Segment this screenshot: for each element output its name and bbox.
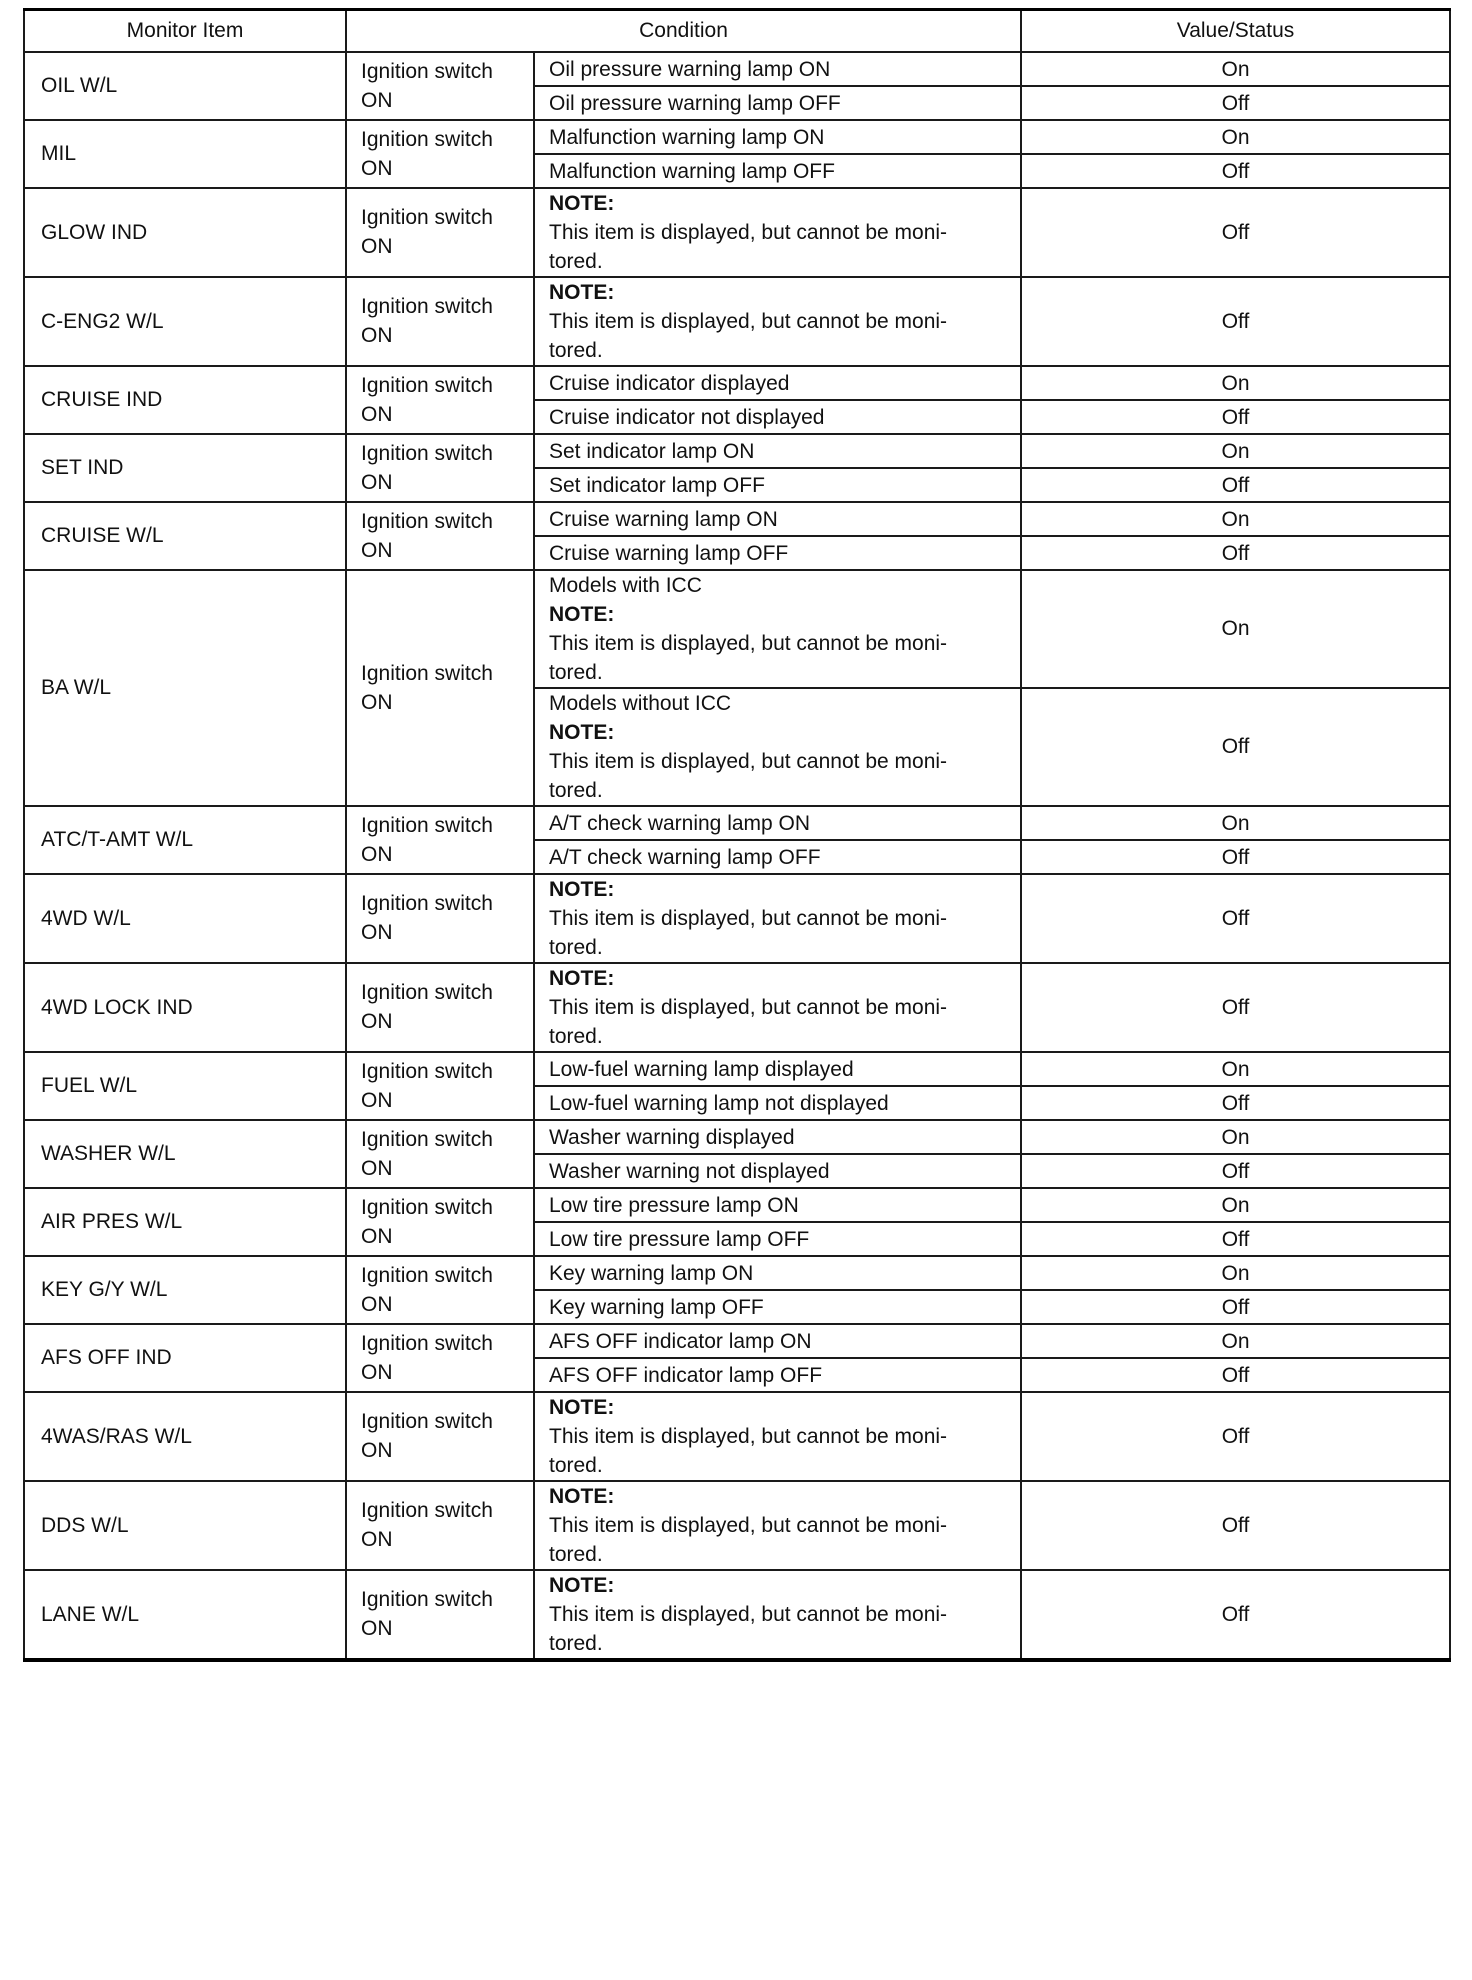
- condition-cell: [534, 570, 1021, 688]
- value-status-cell: Off: [1021, 963, 1450, 1052]
- note-text: tored.: [549, 1453, 603, 1477]
- condition-cell: [534, 434, 1021, 468]
- ignition-line: Ignition switch: [361, 1195, 493, 1219]
- ignition-condition-cell: [346, 1481, 534, 1570]
- monitor-item-cell: DDS W/L: [24, 1481, 346, 1570]
- condition-cell: [534, 188, 1021, 277]
- note-text: This item is displayed, but cannot be moni-: [549, 995, 948, 1019]
- table-row: [24, 120, 1450, 154]
- table-row: [24, 963, 1450, 1052]
- note-text: tored.: [549, 1024, 603, 1048]
- value-status-cell: On: [1021, 1256, 1450, 1290]
- condition-text: Malfunction warning lamp OFF: [549, 159, 835, 183]
- monitor-item-cell: 4WAS/RAS W/L: [24, 1392, 346, 1481]
- condition-text: Low tire pressure lamp ON: [549, 1193, 799, 1217]
- note-label: NOTE:: [549, 280, 615, 304]
- note-text: This item is displayed, but cannot be moni-: [549, 309, 948, 333]
- value-status-cell: On: [1021, 52, 1450, 86]
- monitor-item-cell: WASHER W/L: [24, 1120, 346, 1188]
- monitor-item-cell: ATC/T-AMT W/L: [24, 806, 346, 874]
- value-status-cell: On: [1021, 1188, 1450, 1222]
- monitor-item-cell: C-ENG2 W/L: [24, 277, 346, 366]
- monitor-item-cell: LANE W/L: [24, 1570, 346, 1660]
- note-text: This item is displayed, but cannot be moni-: [549, 220, 948, 244]
- value-status-cell: Off: [1021, 1392, 1450, 1481]
- value-status-cell: Off: [1021, 1290, 1450, 1324]
- note-text: tored.: [549, 338, 603, 362]
- value-status-cell: Off: [1021, 1222, 1450, 1256]
- condition-cell: [534, 1256, 1021, 1290]
- monitor-item-cell: KEY G/Y W/L: [24, 1256, 346, 1324]
- condition-text: Key warning lamp OFF: [549, 1295, 764, 1319]
- ignition-line: Ignition switch: [361, 295, 493, 318]
- condition-cell: [534, 1570, 1021, 1660]
- condition-text: AFS OFF indicator lamp ON: [549, 1329, 812, 1353]
- ignition-line: Ignition switch: [361, 127, 493, 151]
- condition-text: Washer warning not displayed: [549, 1159, 830, 1183]
- ignition-line: ON: [361, 156, 393, 180]
- monitor-item-cell: 4WD W/L: [24, 874, 346, 963]
- ignition-line: ON: [361, 538, 393, 562]
- condition-cell: [534, 468, 1021, 502]
- note-text: This item is displayed, but cannot be moni-: [549, 1424, 948, 1448]
- condition-text: Key warning lamp ON: [549, 1261, 754, 1285]
- condition-text: Low-fuel warning lamp not displayed: [549, 1091, 889, 1115]
- note-text: This item is displayed, but cannot be moni-: [549, 1513, 948, 1537]
- ignition-condition-cell: [346, 1188, 534, 1256]
- note-label: NOTE:: [549, 191, 615, 215]
- ignition-condition-cell: [346, 806, 534, 874]
- table-row: [24, 502, 1450, 536]
- monitor-table: [23, 8, 1451, 1662]
- monitor-item-cell: GLOW IND: [24, 188, 346, 277]
- ignition-condition-cell: [346, 434, 534, 502]
- header-value-status: Value/Status: [1021, 10, 1450, 52]
- ignition-line: Ignition switch: [361, 1059, 493, 1083]
- condition-text: Malfunction warning lamp ON: [549, 125, 825, 149]
- ignition-condition-cell: [346, 874, 534, 963]
- ignition-condition-cell: [346, 1120, 534, 1188]
- header-monitor-item: Monitor Item: [24, 10, 346, 52]
- ignition-condition-cell: [346, 1256, 534, 1324]
- condition-text: Low tire pressure lamp OFF: [549, 1227, 810, 1251]
- ignition-line: Ignition switch: [361, 1588, 493, 1611]
- condition-cell: [534, 806, 1021, 840]
- condition-text: Washer warning displayed: [549, 1125, 795, 1149]
- ignition-line: Ignition switch: [361, 661, 493, 685]
- condition-cell: [534, 1392, 1021, 1481]
- monitor-item-cell: BA W/L: [24, 570, 346, 806]
- note-label: NOTE:: [549, 720, 615, 744]
- note-text: This item is displayed, but cannot be moni-: [549, 749, 948, 773]
- condition-text: A/T check warning lamp OFF: [549, 845, 821, 869]
- ignition-line: ON: [361, 842, 393, 866]
- condition-text: Low-fuel warning lamp displayed: [549, 1057, 854, 1081]
- ignition-condition-cell: [346, 366, 534, 434]
- value-status-cell: Off: [1021, 1086, 1450, 1120]
- note-label: NOTE:: [549, 1484, 615, 1508]
- value-status-cell: On: [1021, 366, 1450, 400]
- ignition-line: Ignition switch: [361, 1499, 493, 1522]
- value-status-cell: On: [1021, 1052, 1450, 1086]
- header-condition: Condition: [346, 10, 1021, 52]
- ignition-line: ON: [361, 1088, 393, 1112]
- monitor-item-cell: AFS OFF IND: [24, 1324, 346, 1392]
- ignition-line: ON: [361, 1010, 393, 1033]
- condition-cell: [534, 1154, 1021, 1188]
- note-text: tored.: [549, 1631, 603, 1655]
- ignition-line: ON: [361, 1617, 393, 1640]
- condition-text: Cruise warning lamp ON: [549, 507, 778, 531]
- ignition-line: Ignition switch: [361, 59, 493, 83]
- note-label: NOTE:: [549, 1395, 615, 1419]
- table-body: [24, 52, 1450, 1660]
- monitor-item-cell: SET IND: [24, 434, 346, 502]
- condition-cell: [534, 1086, 1021, 1120]
- table-row: [24, 434, 1450, 468]
- value-status-cell: Off: [1021, 536, 1450, 570]
- monitor-item-cell: CRUISE IND: [24, 366, 346, 434]
- table-row: [24, 52, 1450, 86]
- condition-cell: [534, 86, 1021, 120]
- condition-text: AFS OFF indicator lamp OFF: [549, 1363, 823, 1387]
- table-row: [24, 188, 1450, 277]
- ignition-line: ON: [361, 402, 393, 426]
- condition-cell: [534, 52, 1021, 86]
- table-header-row: [24, 10, 1450, 52]
- ignition-condition-cell: [346, 1570, 534, 1660]
- ignition-line: ON: [361, 1224, 393, 1248]
- note-text: tored.: [549, 935, 603, 959]
- condition-text: Cruise warning lamp OFF: [549, 541, 789, 565]
- condition-model: Models with ICC: [549, 573, 702, 597]
- monitor-item-cell: MIL: [24, 120, 346, 188]
- ignition-line: ON: [361, 690, 393, 714]
- table-row: [24, 806, 1450, 840]
- ignition-line: Ignition switch: [361, 1410, 493, 1433]
- ignition-condition-cell: [346, 1052, 534, 1120]
- ignition-line: Ignition switch: [361, 1127, 493, 1151]
- ignition-condition-cell: [346, 188, 534, 277]
- condition-text: Oil pressure warning lamp ON: [549, 57, 831, 81]
- table-row: [24, 570, 1450, 688]
- value-status-cell: Off: [1021, 874, 1450, 963]
- table-row: [24, 277, 1450, 366]
- table-row: [24, 1570, 1450, 1660]
- ignition-condition-cell: [346, 570, 534, 806]
- condition-cell: [534, 874, 1021, 963]
- ignition-line: Ignition switch: [361, 206, 493, 229]
- value-status-cell: Off: [1021, 277, 1450, 366]
- table-row: [24, 1052, 1450, 1086]
- note-label: NOTE:: [549, 602, 615, 626]
- condition-cell: [534, 1120, 1021, 1154]
- value-status-cell: Off: [1021, 154, 1450, 188]
- condition-cell: [534, 840, 1021, 874]
- ignition-line: ON: [361, 1360, 393, 1384]
- condition-cell: [534, 1358, 1021, 1392]
- condition-cell: [534, 1481, 1021, 1570]
- condition-cell: [534, 400, 1021, 434]
- table-row: [24, 874, 1450, 963]
- ignition-line: ON: [361, 1292, 393, 1316]
- value-status-cell: Off: [1021, 1358, 1450, 1392]
- monitor-item-cell: AIR PRES W/L: [24, 1188, 346, 1256]
- condition-cell: [534, 1222, 1021, 1256]
- table-row: [24, 1324, 1450, 1358]
- value-status-cell: Off: [1021, 188, 1450, 277]
- condition-cell: [534, 154, 1021, 188]
- note-text: tored.: [549, 249, 603, 273]
- condition-cell: [534, 536, 1021, 570]
- table-row: [24, 1392, 1450, 1481]
- note-text: This item is displayed, but cannot be moni-: [549, 906, 948, 930]
- ignition-line: Ignition switch: [361, 981, 493, 1004]
- note-text: This item is displayed, but cannot be moni-: [549, 631, 948, 655]
- value-status-cell: On: [1021, 570, 1450, 688]
- ignition-line: Ignition switch: [361, 813, 493, 837]
- monitor-item-cell: CRUISE W/L: [24, 502, 346, 570]
- value-status-cell: Off: [1021, 840, 1450, 874]
- note-text: tored.: [549, 1542, 603, 1566]
- table-row: [24, 1481, 1450, 1570]
- value-status-cell: On: [1021, 1120, 1450, 1154]
- condition-cell: [534, 502, 1021, 536]
- note-text: tored.: [549, 660, 603, 684]
- ignition-condition-cell: [346, 277, 534, 366]
- condition-text: A/T check warning lamp ON: [549, 811, 811, 835]
- condition-text: Cruise indicator displayed: [549, 371, 790, 395]
- ignition-condition-cell: [346, 502, 534, 570]
- table-row: [24, 1256, 1450, 1290]
- ignition-line: ON: [361, 235, 393, 258]
- ignition-line: Ignition switch: [361, 892, 493, 915]
- value-status-cell: On: [1021, 120, 1450, 154]
- ignition-condition-cell: [346, 52, 534, 120]
- condition-cell: [534, 366, 1021, 400]
- condition-cell: [534, 277, 1021, 366]
- ignition-line: ON: [361, 470, 393, 494]
- ignition-line: Ignition switch: [361, 509, 493, 533]
- condition-cell: [534, 1052, 1021, 1086]
- note-label: NOTE:: [549, 1573, 615, 1597]
- condition-model: Models without ICC: [549, 691, 732, 715]
- monitor-item-cell: 4WD LOCK IND: [24, 963, 346, 1052]
- condition-cell: [534, 1290, 1021, 1324]
- ignition-line: Ignition switch: [361, 1263, 493, 1287]
- ignition-line: ON: [361, 1439, 393, 1462]
- ignition-line: Ignition switch: [361, 1331, 493, 1355]
- condition-text: Cruise indicator not displayed: [549, 405, 825, 429]
- note-text: tored.: [549, 778, 603, 802]
- condition-cell: [534, 120, 1021, 154]
- condition-cell: [534, 1188, 1021, 1222]
- value-status-cell: On: [1021, 1324, 1450, 1358]
- ignition-line: Ignition switch: [361, 373, 493, 397]
- value-status-cell: Off: [1021, 1570, 1450, 1660]
- value-status-cell: Off: [1021, 1481, 1450, 1570]
- ignition-line: Ignition switch: [361, 441, 493, 465]
- value-status-cell: Off: [1021, 688, 1450, 806]
- value-status-cell: Off: [1021, 86, 1450, 120]
- monitor-item-cell: FUEL W/L: [24, 1052, 346, 1120]
- ignition-line: ON: [361, 1156, 393, 1180]
- ignition-line: ON: [361, 1528, 393, 1551]
- ignition-line: ON: [361, 324, 393, 347]
- condition-text: Oil pressure warning lamp OFF: [549, 91, 841, 115]
- value-status-cell: On: [1021, 502, 1450, 536]
- value-status-cell: On: [1021, 434, 1450, 468]
- condition-text: Set indicator lamp ON: [549, 439, 755, 463]
- ignition-condition-cell: [346, 120, 534, 188]
- value-status-cell: Off: [1021, 468, 1450, 502]
- note-text: This item is displayed, but cannot be moni-: [549, 1602, 948, 1626]
- value-status-cell: Off: [1021, 1154, 1450, 1188]
- table-row: [24, 366, 1450, 400]
- ignition-line: ON: [361, 921, 393, 944]
- table-row: [24, 1188, 1450, 1222]
- condition-text: Set indicator lamp OFF: [549, 473, 765, 497]
- ignition-condition-cell: [346, 1324, 534, 1392]
- note-label: NOTE:: [549, 877, 615, 901]
- value-status-cell: Off: [1021, 400, 1450, 434]
- monitor-item-cell: OIL W/L: [24, 52, 346, 120]
- ignition-condition-cell: [346, 963, 534, 1052]
- note-label: NOTE:: [549, 966, 615, 990]
- ignition-condition-cell: [346, 1392, 534, 1481]
- table-row: [24, 1120, 1450, 1154]
- condition-cell: [534, 688, 1021, 806]
- value-status-cell: On: [1021, 806, 1450, 840]
- condition-cell: [534, 1324, 1021, 1358]
- ignition-line: ON: [361, 88, 393, 112]
- condition-cell: [534, 963, 1021, 1052]
